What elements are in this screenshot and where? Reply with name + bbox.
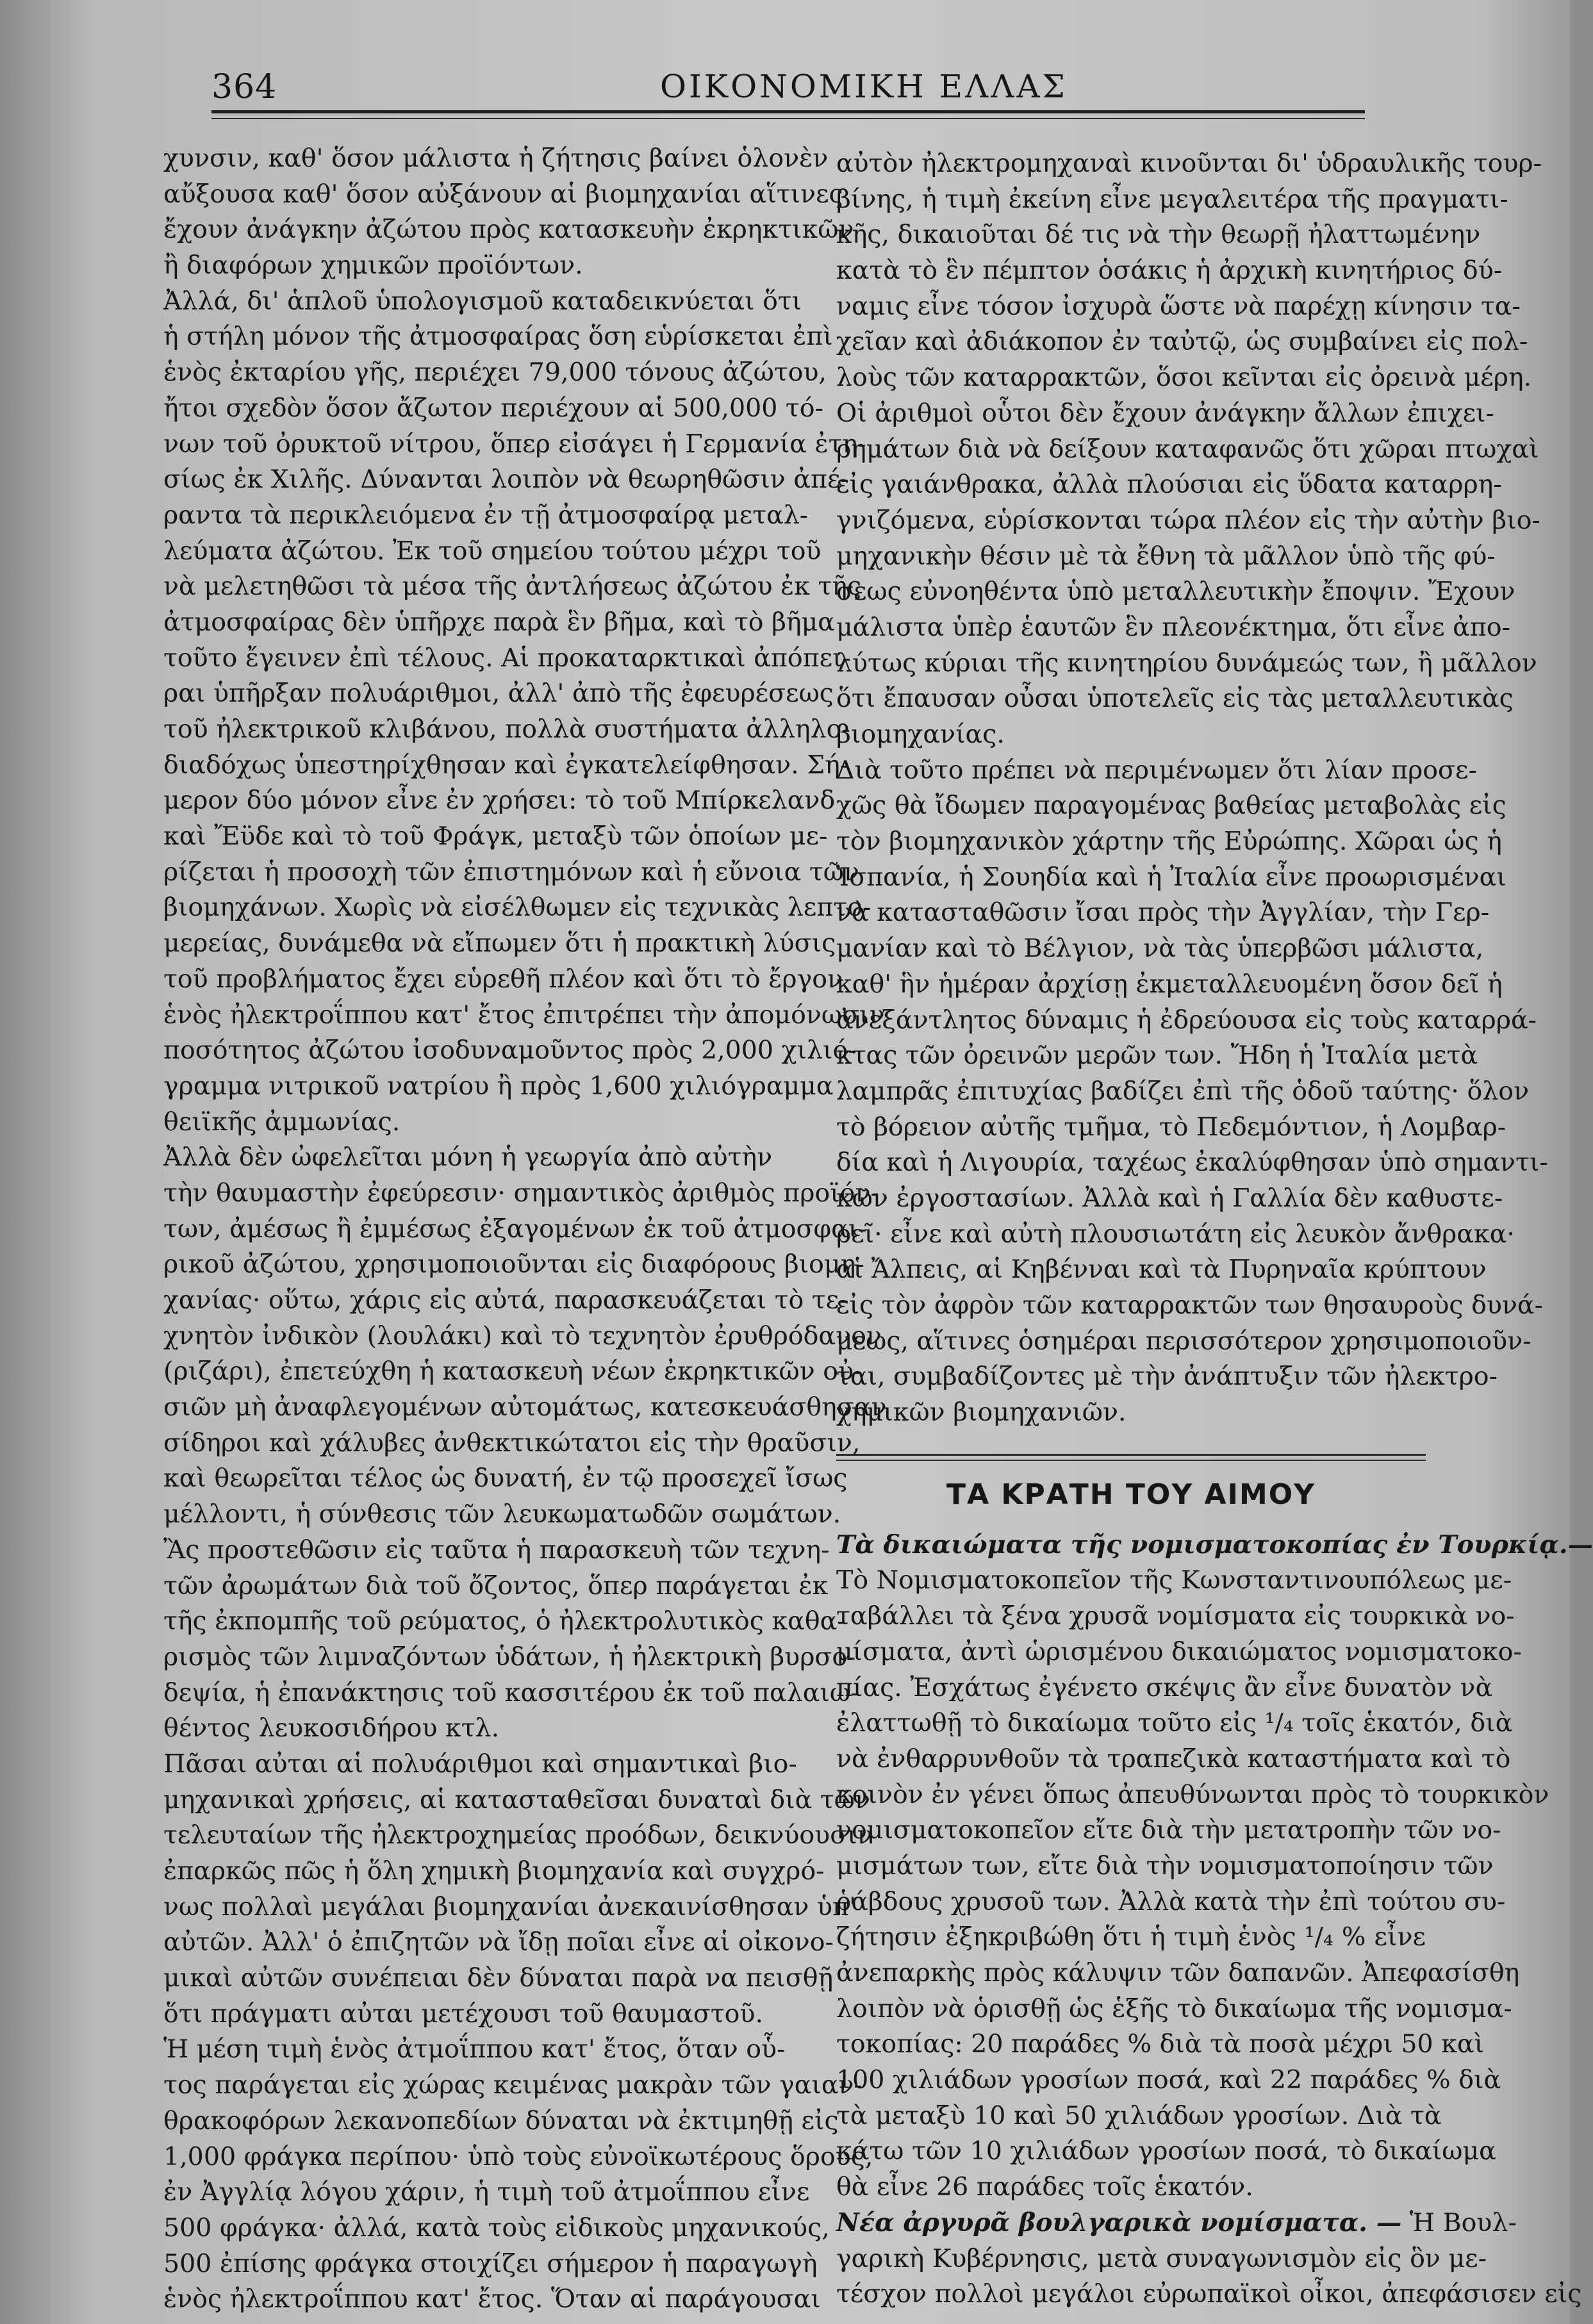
- text-line: ταβάλλει τὰ ξένα χρυσᾶ νομίσματα εἰς τουρκικὰ νο-: [836, 1601, 1515, 1631]
- text-line: μερον δύο μόνον εἶνε ἐν χρήσει: τὸ τοῦ Μπίρκελανδ: [163, 786, 836, 816]
- text-line: ἀνεξάντλητος δύναμις ἡ ἐδρεύουσα εἰς τοὺς καταρρά-: [836, 1005, 1537, 1035]
- text-line: κτας τῶν ὀρεινῶν μερῶν των. Ἤδη ἡ Ἰταλία μετὰ: [836, 1041, 1478, 1071]
- text-line: ἢ διαφόρων χημικῶν προϊόντων.: [163, 251, 583, 281]
- text-line: Ἂς προστεθῶσιν εἰς ταῦτα ἡ παρασκευὴ τῶν τεχνη-: [163, 1535, 830, 1565]
- text-line: κατὰ τὸ ἓν πέμπτον ὁσάκις ἡ ἀρχικὴ κινητήριος δύ-: [836, 256, 1503, 286]
- text-line: δία καὶ ἡ Λιγουρία, ταχέως ἐκαλύφθησαν ὑπὸ σημαντι-: [836, 1148, 1548, 1178]
- text-line: των, ἀμέσως ἢ ἐμμέσως ἐξαγομένων ἐκ τοῦ ἀτμοσφαι-: [163, 1214, 867, 1244]
- text-line: μανίαν καὶ τὸ Βέλγιον, νὰ τὰς ὑπερβῶσι μάλιστα,: [836, 934, 1484, 964]
- text-line: ἑνὸς ἠλεκτροΐππου κατ' ἔτος. Ὅταν αἱ παράγουσαι: [163, 2284, 821, 2314]
- text-line: νως πολλαὶ μεγάλαι βιομηχανίαι ἀνεκαινίσθησαν ὑπ': [163, 1891, 856, 1922]
- text-line: ραι ὑπῆρξαν πολυάριθμοι, ἀλλ' ἀπὸ τῆς ἐφευρέσεως: [163, 679, 834, 709]
- text-line: μίσματα, ἀντὶ ὡρισμένου δικαιώματος νομισματοκο-: [836, 1636, 1522, 1667]
- subsection-body: [836, 2241, 1582, 2312]
- text-line: χυνσιν, καθ' ὅσον μάλιστα ἡ ζήτησις βαίνει ὁλονὲν: [163, 144, 829, 173]
- text-line: ποσότητος ἀζώτου ἰσοδυναμοῦντος πρὸς 2,000 χιλιό-: [163, 1035, 857, 1066]
- text-line: 1,000 φράγκα περίπου· ὑπὸ τοὺς εὐνοϊκωτέρους ὅρους,: [163, 2141, 873, 2172]
- text-line: λεύματα ἀζώτου. Ἐκ τοῦ σημείου τούτου μέχρι τοῦ: [163, 536, 821, 566]
- text-line: Ἀλλά, δι' ἁπλοῦ ὑπολογισμοῦ καταδεικνύεται ὅτι: [163, 286, 802, 316]
- text-line: κῶν ἐργοστασίων. Ἀλλὰ καὶ ἡ Γαλλία δὲν καθυστε-: [836, 1183, 1503, 1213]
- text-line: τελευταίων τῆς ἠλεκτροχημείας προόδων, δεικνύουσιν: [163, 1820, 873, 1850]
- text-line: λύτως κύριαι τῆς κινητηρίου δυνάμεώς των, ἢ μᾶλλον: [836, 648, 1537, 678]
- text-line: βιομηχάνων. Χωρὶς νὰ εἰσέλθωμεν εἰς τεχνικὰς λεπτο-: [163, 893, 871, 923]
- text-line: σίδηροι καὶ χάλυβες ἀνθεκτικώτατοι εἰς τὴν θραῦσιν,: [163, 1428, 861, 1458]
- text-line: μισμάτων των, εἴτε διὰ τὴν νομισματοποίησιν τῶν: [836, 1850, 1494, 1881]
- text-line: ρικοῦ ἀζώτου, χρησιμοποιοῦνται εἰς διαφόρους βιομη-: [163, 1249, 864, 1280]
- text-line: τῶν ἀρωμάτων διὰ τοῦ ὄζοντος, ὅπερ παράγεται ἐκ: [163, 1570, 829, 1601]
- text-line: αὔξουσα καθ' ὅσον αὐξάνουν αἱ βιομηχανίαι αἵτινες: [163, 179, 843, 209]
- text-line: εἰς τὸν ἀφρὸν τῶν καταρρακτῶν των θησαυροὺς δυνά-: [836, 1290, 1543, 1320]
- page-number: 364: [211, 68, 277, 106]
- text-line: τοκοπίας: 20 παράδες % διὰ τὰ ποσὰ μέχρι 50 καὶ: [836, 2029, 1485, 2059]
- text-line: σιῶν μὴ ἀναφλεγομένων αὐτομάτως, κατεσκευάσθησαν: [163, 1392, 887, 1422]
- text-line: ζήτησιν ἐξηκριβώθη ὅτι ἡ τιμὴ ἑνὸς ¹/₄ % εἶνε: [836, 1922, 1426, 1952]
- subsection-body: [836, 1563, 1549, 2205]
- text-line: ἐλαττωθῇ τὸ δικαίωμα τοῦτο εἰς ¹/₄ τοῖς ἑκατόν, διὰ: [836, 1708, 1513, 1738]
- subsection-title-line: [836, 1528, 1593, 1563]
- text-line: μικαὶ αὐτῶν συνέπειαι δὲν δύναται παρὰ να πεισθῇ: [163, 1963, 834, 1993]
- section-heading: ΤΑ ΚΡΑΤΗ ΤΟΥ ΑΙΜΟΥ: [836, 1454, 1426, 1524]
- text-line: δεψία, ἡ ἐπανάκτησις τοῦ κασσιτέρου ἐκ τοῦ παλαιω-: [163, 1677, 859, 1708]
- text-line: ρισμὸς τῶν λιμναζόντων ὑδάτων, ἡ ἠλεκτρικὴ βυρσο-: [163, 1642, 856, 1672]
- text-line: ἤτοι σχεδὸν ὅσον ἄζωτον περιέχουν αἱ 500,000 τό-: [163, 393, 823, 423]
- text-line: θέντος λευκοσιδήρου κτλ.: [163, 1713, 500, 1743]
- text-line: γραμμα νιτρικοῦ νατρίου ἢ πρὸς 1,600 χιλιόγραμμα: [163, 1071, 834, 1101]
- text-line: ἑνὸς ἐκταρίου γῆς, περιέχει 79,000 τόνους ἀζώτου,: [163, 358, 827, 388]
- text-line: κοινὸν ἐν γένει ὅπως ἀπευθύνωνται πρὸς τὸ τουρκικὸν: [836, 1779, 1549, 1809]
- subsection-title: Νέα ἀργυρᾶ βουλγαρικὰ νομίσματα. —: [836, 2207, 1402, 2237]
- subsection-first-words: Ἡ Βουλ-: [1409, 2207, 1517, 2237]
- text-line: αὐτὸν ἠλεκτρομηχαναὶ κινοῦνται δι' ὑδραυλικῆς τουρ-: [836, 149, 1542, 178]
- page-header: [211, 56, 1365, 114]
- text-line: γαρικὴ Κυβέρνησις, μετὰ συναγωνισμὸν εἰς ὃν με-: [836, 2243, 1487, 2273]
- text-line: θειϊκῆς ἀμμωνίας.: [163, 1107, 400, 1137]
- right-column: [836, 146, 1593, 2312]
- text-line: κάτω τῶν 10 χιλιάδων γροσίων ποσά, τὸ δικαίωμα: [836, 2136, 1496, 2166]
- text-line: ρημάτων διὰ νὰ δείξουν καταφανῶς ὅτι χῶραι πτωχαὶ: [836, 434, 1539, 464]
- text-line: μέλλοντι, ἡ σύνθεσις τῶν λευκωματωδῶν σωμάτων.: [163, 1499, 841, 1529]
- text-line: λοιπὸν νὰ ὁρισθῇ ὡς ἑξῆς τὸ δικαίωμα τῆς νομισμα-: [836, 1993, 1512, 2023]
- text-line: θρακοφόρων λεκανοπεδίων δύναται νὰ ἐκτιμηθῇ εἰς: [163, 2106, 839, 2136]
- header-rule-thin: [211, 118, 1365, 119]
- left-column: [163, 141, 887, 2318]
- text-line: καὶ Ἔϋδε καὶ τὸ τοῦ Φράγκ, μεταξὺ τῶν ὁποίων με-: [163, 821, 828, 852]
- text-line: νὰ ἐνθαρρυνθοῦν τὰ τραπεζικὰ καταστήματα καὶ τὸ: [836, 1743, 1511, 1774]
- text-line: λαμπρᾶς ἐπιτυχίας βαδίζει ἐπὶ τῆς ὁδοῦ ταύτης· ὅλον: [836, 1076, 1530, 1106]
- text-line: τὸ βόρειον αὐτῆς τμῆμα, τὸ Πεδεμόντιον, ἡ Λομβαρ-: [836, 1112, 1506, 1142]
- running-title: ΟΙΚΟΝΟΜΙΚΗ ΕΛΛΑΣ: [660, 68, 1068, 105]
- text-line: διαδόχως ὑπεστηρίχθησαν καὶ ἐγκατελείφθησαν. Σή-: [163, 750, 849, 780]
- text-line: ἡ στήλη μόνον τῆς ἀτμοσφαίρας ὅση εὑρίσκεται ἐπὶ: [163, 322, 833, 352]
- text-line: τοῦ προβλήματος ἔχει εὑρεθῆ πλέον καὶ ὅτι τὸ ἔργον: [163, 964, 843, 994]
- text-line: εἰς γαιάνθρακα, ἀλλὰ πλούσιαι εἰς ὕδατα καταρρη-: [836, 470, 1502, 500]
- text-line: νομισματοκοπεῖον εἴτε διὰ τὴν μετατροπὴν τῶν νο-: [836, 1815, 1501, 1845]
- text-line: αἱ Ἄλπεις, αἱ Κηβένναι καὶ τὰ Πυρηναῖα κρύπτουν: [836, 1255, 1487, 1285]
- text-line: καθ' ἣν ἡμέραν ἀρχίσῃ ἐκμεταλλευομένη ὅσον δεῖ ἡ: [836, 969, 1503, 999]
- text-line: σεως εὐνοηθέντα ὑπὸ μεταλλευτικὴν ἔποψιν. Ἔχουν: [836, 577, 1515, 607]
- text-line: βιομηχανίας.: [836, 720, 1005, 749]
- text-line: καὶ θεωρεῖται τέλος ὡς δυνατή, ἐν τῷ προσεχεῖ ἴσως: [163, 1463, 848, 1494]
- text-line: χημικῶν βιομηχανιῶν.: [836, 1397, 1127, 1428]
- text-line: τος παράγεται εἰς χώρας κειμένας μακρὰν τῶν γαιαν-: [163, 2070, 863, 2100]
- text-line: ὅτι ἔπαυσαν οὖσαι ὑποτελεῖς εἰς τὰς μεταλλευτικὰς: [836, 684, 1514, 714]
- text-line: τὴν θαυμαστὴν ἐφεύρεσιν· σημαντικὸς ἀριθμὸς προϊόν-: [163, 1178, 879, 1208]
- text-line: τοῦ ἠλεκτρικοῦ κλιβάνου, πολλὰ συστήματα ἀλληλο-: [163, 714, 850, 744]
- text-line: Οἱ ἀριθμοὶ οὗτοι δὲν ἔχουν ἀνάγκην ἄλλων ἐπιχει-: [836, 398, 1494, 428]
- text-line: ἐν Ἀγγλίᾳ λόγου χάριν, ἡ τιμὴ τοῦ ἀτμοΐππου εἶνε: [163, 2177, 810, 2207]
- text-line: Ἀλλὰ δὲν ὠφελεῖται μόνη ἡ γεωργία ἀπὸ αὐτὴν: [163, 1142, 773, 1173]
- text-line: μηχανικὴν θέσιν μὲ τὰ ἔθνη τὰ μᾶλλον ὑπὸ τῆς φύ-: [836, 541, 1496, 571]
- subsection-title: Τὰ δικαιώματα τῆς νομισματοκοπίας ἐν Τουρκίᾳ.—: [836, 1529, 1593, 1560]
- text-line: ἀτμοσφαίρας δὲν ὑπῆρχε παρὰ ἓν βῆμα, καὶ τὸ βῆμα: [163, 607, 835, 637]
- text-line: τέσχον πολλοὶ μεγάλοι εὐρωπαϊκοὶ οἶκοι, ἀπεφάσισεν εἰς: [836, 2279, 1582, 2309]
- text-line: ἑνὸς ἠλεκτροΐππου κατ' ἔτος ἐπιτρέπει τὴν ἀπομόνωσιν: [163, 1000, 885, 1030]
- text-line: λοὺς τῶν καταρρακτῶν, ὅσοι κεῖνται εἰς ὀρεινὰ μέρη.: [836, 363, 1532, 393]
- text-line: ἐπαρκῶς πῶς ἡ ὅλη χημικὴ βιομηχανία καὶ συγχρό-: [163, 1856, 825, 1886]
- text-line: χεῖαν καὶ ἀδιάκοπον ἐν ταὐτῷ, ὡς συμβαίνει εἰς πολ-: [836, 327, 1528, 357]
- text-line: μεως, αἵτινες ὁσημέραι περισσότερον χρησιμοποιοῦν-: [836, 1326, 1531, 1356]
- text-line: κῆς, δικαιοῦται δέ τις νὰ τὴν θεωρῇ ἠλαττωμένην: [836, 220, 1481, 250]
- text-line: ναμις εἶνε τόσον ἰσχυρὰ ὥστε νὰ παρέχῃ κίνησιν τα-: [836, 291, 1521, 321]
- text-line: θὰ εἶνε 26 παράδες τοῖς ἑκατόν.: [836, 2172, 1253, 2202]
- text-line: ὅτι πράγματι αὐται μετέχουσι τοῦ θαυμαστοῦ.: [163, 1998, 764, 2029]
- text-line: ραντα τὰ περικλειόμενα ἐν τῇ ἀτμοσφαίρᾳ μεταλ-: [163, 500, 809, 530]
- text-line: χανίας· οὕτω, χάρις εἰς αὐτά, παρασκευάζεται τὸ τε-: [163, 1285, 848, 1315]
- text-line: ῥάβδους χρυσοῦ των. Ἀλλὰ κατὰ τὴν ἐπὶ τούτου συ-: [836, 1886, 1506, 1916]
- text-line: γνιζόμενα, εὑρίσκονται τώρα πλέον εἰς τὴν αὐτὴν βιο-: [836, 505, 1540, 535]
- text-line: νων τοῦ ὀρυκτοῦ νίτρου, ὅπερ εἰσάγει ἡ Γερμανία ἐτη-: [163, 429, 866, 459]
- text-line: σίως ἐκ Χιλῆς. Δύνανται λοιπὸν νὰ θεωρηθῶσιν ἀπέ-: [163, 465, 849, 495]
- text-line: Τὸ Νομισματοκοπεῖον τῆς Κωνσταντινουπόλεως με-: [836, 1565, 1512, 1595]
- text-line: αὐτῶν. Ἀλλ' ὁ ἐπιζητῶν νὰ ἴδῃ ποῖαι εἶνε αἱ οἰκονο-: [163, 1927, 834, 1957]
- subsection-title-line: [836, 2205, 1517, 2241]
- text-line: 500 ἐπίσης φράγκα στοιχίζει σήμερον ἡ παραγωγὴ: [163, 2248, 818, 2279]
- text-line: ἀνεπαρκὴς πρὸς κάλυψιν τῶν δαπανῶν. Ἀπεφασίσθη: [836, 1958, 1520, 1988]
- text-line: βίνης, ἡ τιμὴ ἐκείνη εἶνε μεγαλειτέρα τῆς πραγματι-: [836, 184, 1508, 214]
- text-line: τῆς ἐκπομπῆς τοῦ ρεύματος, ὁ ἠλεκτρολυτικὸς καθα-: [163, 1606, 846, 1636]
- text-line: ρίζεται ἡ προσοχὴ τῶν ἐπιστημόνων καὶ ἡ εὔνοια τῶν: [163, 857, 859, 887]
- text-line: Πᾶσαι αὐται αἱ πολυάριθμοι καὶ σημαντικαὶ βιο-: [163, 1749, 797, 1779]
- right-column-top-text: [836, 146, 1548, 1431]
- text-line: (ριζάρι), ἐπετεύχθη ἡ κατασκευὴ νέων ἐκρηκτικῶν οὐ-: [163, 1356, 863, 1387]
- text-line: ρεῖ· εἶνε καὶ αὐτὴ πλουσιωτάτη εἰς λευκὸν ἄνθρακα·: [836, 1219, 1515, 1249]
- header-rule: [211, 110, 1365, 113]
- text-line: Διὰ τοῦτο πρέπει νὰ περιμένωμεν ὅτι λίαν προσε-: [836, 755, 1477, 785]
- text-line: μερείας, δυνάμεθα νὰ εἴπωμεν ὅτι ἡ πρακτικὴ λύσις: [163, 928, 836, 959]
- text-line: ἔχουν ἀνάγκην ἀζώτου πρὸς κατασκευὴν ἐκρηκτικῶν: [163, 215, 854, 245]
- text-line: νὰ μελετηθῶσι τὰ μέσα τῆς ἀντλήσεως ἀζώτου ἐκ τῆς: [163, 572, 862, 602]
- text-line: Ἱσπανία, ἡ Σουηδία καὶ ἡ Ἰταλία εἶνε προωρισμέναι: [836, 862, 1506, 892]
- text-line: ται, συμβαδίζοντες μὲ τὴν ἀνάπτυξιν τῶν ἠλεκτρο-: [836, 1362, 1498, 1392]
- text-line: χνητὸν ἰνδικὸν (λουλάκι) καὶ τὸ τεχνητὸν ἐρυθρόδανον: [163, 1321, 882, 1351]
- text-line: τὰ μεταξὺ 10 καὶ 50 χιλιάδων γροσίων. Διὰ τὰ: [836, 2100, 1442, 2130]
- text-line: χῶς θὰ ἴδωμεν παραγομένας βαθείας μεταβολὰς εἰς: [836, 791, 1506, 821]
- text-line: μάλιστα ὑπὲρ ἑαυτῶν ἓν πλεονέκτημα, ὅτι εἶνε ἀπο-: [836, 612, 1510, 642]
- text-line: νὰ κατασταθῶσιν ἴσαι πρὸς τὴν Ἀγγλίαν, τὴν Γερ-: [836, 898, 1490, 928]
- text-line: Ἡ μέση τιμὴ ἑνὸς ἀτμοΐππου κατ' ἔτος, ὅταν οὗ-: [163, 2034, 786, 2064]
- text-line: τοῦτο ἔγεινεν ἐπὶ τέλους. Αἱ προκαταρκτικαὶ ἀπόπει-: [163, 643, 851, 673]
- text-line: πίας. Ἐσχάτως ἐγένετο σκέψις ἂν εἶνε δυνατὸν νὰ: [836, 1672, 1493, 1702]
- text-line: 100 χιλιάδων γροσίων ποσά, καὶ 22 παράδες % διὰ: [836, 2065, 1501, 2095]
- text-line: μηχανικαὶ χρήσεις, αἱ κατασταθεῖσαι δυναταὶ διὰ τῶν: [163, 1784, 870, 1815]
- text-line: τὸν βιομηχανικὸν χάρτην τῆς Εὐρώπης. Χῶραι ὡς ἡ: [836, 827, 1502, 857]
- text-line: 500 φράγκα· ἀλλά, κατὰ τοὺς εἰδικοὺς μηχανικούς,: [163, 2213, 830, 2243]
